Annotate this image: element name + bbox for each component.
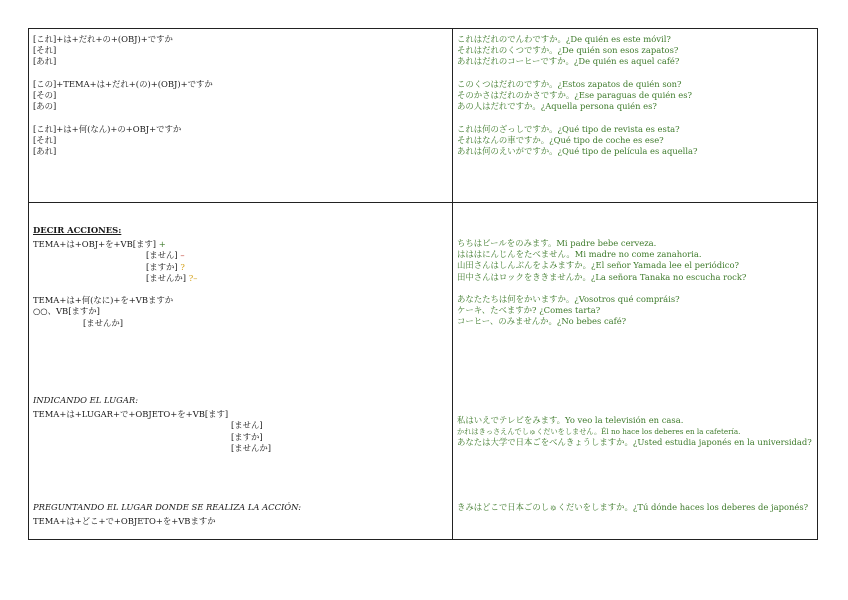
- example-line: 私はいえでテレビをみます。Yo veo la televisión en casa.: [457, 415, 684, 425]
- pattern-line: [ませんか]: [83, 317, 124, 328]
- pattern-line: [ません]: [231, 420, 263, 431]
- pattern-line: ○○、VB[ますか]: [33, 306, 100, 317]
- demonstratives-patterns: [33, 34, 449, 157]
- example-line: このくつはだれのですか。¿Estos zapatos de quién son?: [457, 78, 682, 89]
- pattern-line: [あの]: [33, 101, 57, 112]
- pattern-line: [33, 250, 449, 261]
- pattern-line: [この]+TEMA+は+だれ+(の)+(OBJ)+ですか: [33, 78, 213, 89]
- section-heading-lugar: INDICANDO EL LUGAR:: [33, 395, 139, 405]
- pattern-text: [ますか]: [146, 261, 178, 272]
- demonstratives-examples: [457, 34, 815, 157]
- pattern-line: [それ]: [33, 45, 57, 56]
- location-examples: [457, 415, 815, 449]
- example-line: 山田さんはしんぶんをよみますか。¿El señor Yamada lee el periódico?: [457, 260, 739, 271]
- pattern-line: [これ]+は+だれ+の+(OBJ)+ですか: [33, 34, 173, 44]
- example-line: あれは何のえいがですか。¿Qué tipo de película es aquella?: [457, 145, 698, 156]
- example-line: それはだれのくつですか。¿De quién son esos zapatos?: [457, 45, 679, 56]
- example-line: コーヒー、のみませんか。¿No bebes café?: [457, 316, 627, 327]
- pattern-line: [これ]+は+何(なん)+の+OBJ+ですか: [33, 123, 182, 134]
- example-line: 田中さんはロックをききませんか。¿La señora Tanaka no escucha rock?: [457, 271, 747, 282]
- pattern-line: [33, 239, 449, 250]
- example-line: これはだれのでんわですか。¿De quién es este móvil?: [457, 34, 671, 44]
- example-line: それはなんの車ですか。¿Qué tipo de coche es ese?: [457, 134, 664, 145]
- pattern-text: TEMA+は+OBJ+を+VB[ます]: [33, 239, 157, 250]
- example-line: かれはきっさえんでしゅくだいをしません。Él no hace los deberes en la cafetería.: [457, 427, 741, 437]
- pattern-line: [それ]: [33, 134, 57, 145]
- example-line: はははにんじんをたべません。Mi madre no come zanahoria.: [457, 249, 702, 260]
- affirmative-mark: +: [158, 239, 166, 250]
- example-line: ちちはビールをのみます。Mi padre bebe cerveza.: [457, 238, 657, 248]
- example-line: ケーキ、たべますか? ¿Comes tarta?: [457, 305, 601, 316]
- section-heading-pregunta: PREGUNTANDO EL LUGAR DONDE SE REALIZA LA ACCIÓN:: [33, 502, 302, 512]
- where-question-example: [457, 502, 815, 513]
- pattern-line: TEMA+は+LUGAR+で+OBJETO+を+VB[ます]: [33, 409, 229, 420]
- pattern-text: [ません]: [146, 250, 178, 261]
- pattern-line: TEMA+は+何(なに)+を+VBますか: [33, 295, 174, 306]
- where-question-patterns: [33, 502, 449, 527]
- grammar-table: [28, 28, 818, 540]
- row-divider: [29, 202, 817, 203]
- actions-patterns: [33, 225, 449, 329]
- column-divider: [452, 29, 453, 539]
- example-line: これは何のざっしですか。¿Qué tipo de revista es esta?: [457, 123, 680, 134]
- negative-mark: –: [180, 250, 185, 261]
- pattern-line: [その]: [33, 89, 57, 100]
- example-line: あなたは大学で日本ごをべんきょうしますか。¿Usted estudia japonés en la universidad?: [457, 437, 812, 448]
- example-line: あなたたちは何をかいますか。¿Vosotros qué compráis?: [457, 293, 680, 304]
- example-line: あれはだれのコーヒーですか。¿De quién es aquel café?: [457, 56, 680, 67]
- pattern-line: TEMA+は+どこ+で+OBJETO+を+VBますか: [33, 516, 216, 527]
- pattern-line: [33, 273, 449, 284]
- example-line: そのかさはだれのかさですか。¿Ese paraguas de quién es?: [457, 89, 692, 100]
- pattern-line: [33, 262, 449, 273]
- pattern-line: [ますか]: [231, 431, 263, 442]
- pattern-text: [ませんか]: [146, 272, 187, 283]
- pattern-line: [ませんか]: [231, 442, 272, 453]
- pattern-line: [あれ]: [33, 56, 57, 67]
- pattern-line: [あれ]: [33, 145, 57, 156]
- section-heading-decir: DECIR ACCIONES:: [33, 225, 122, 235]
- actions-examples: [457, 238, 815, 328]
- location-patterns: [33, 395, 449, 454]
- question-mark: ?: [180, 261, 185, 272]
- example-line: あの人はだれですか。¿Aquella persona quién es?: [457, 101, 657, 112]
- negative-question-mark: ?–: [188, 272, 198, 283]
- example-line: きみはどこで日本ごのしゅくだいをしますか。¿Tú dónde haces los deberes de japonés?: [457, 502, 809, 512]
